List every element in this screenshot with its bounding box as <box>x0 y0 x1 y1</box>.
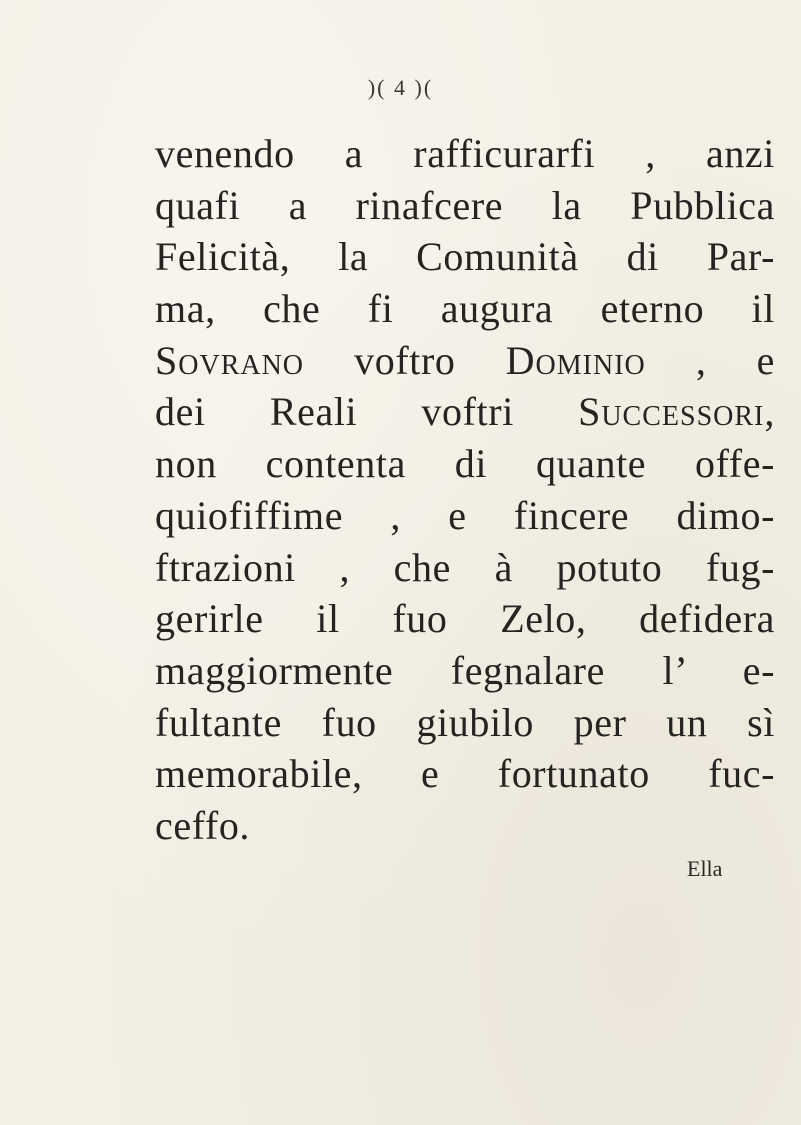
page-number: )( 4 )( <box>367 75 434 100</box>
text-fragment: , <box>764 389 775 435</box>
text-line-9: ftrazioni , che à potuto fug- <box>155 544 775 590</box>
text-line-14: ceffo. <box>155 802 251 848</box>
text-line-3: Felicità, la Comunità di Par- <box>155 234 775 280</box>
text-line-4: ma, che fi augura eterno il <box>155 286 775 332</box>
text-line-1: venendo a rafficurarfi , anzi <box>155 131 775 176</box>
body-text <box>155 128 775 852</box>
text-fragment: , e <box>645 337 775 383</box>
text-line-10: gerirle il fuo Zelo, defidera <box>155 596 775 642</box>
text-line-11: maggiormente fegnalare l’ e- <box>155 647 775 693</box>
text-line-7: non contenta di quante offe- <box>155 441 775 487</box>
small-caps-word: Sovrano <box>155 337 305 383</box>
text-fragment: dei Reali voftri <box>155 389 579 435</box>
text-line-5 <box>155 335 775 387</box>
text-line-8: quiofiffime , e fincere dimo- <box>155 492 775 538</box>
text-line-12: fultante fuo giubilo per un sì <box>155 699 775 745</box>
text-fragment: voftro <box>304 337 506 383</box>
text-line-2: quafi a rinafcere la Pubblica <box>155 182 775 228</box>
text-line-6 <box>155 386 775 438</box>
small-caps-word: Dominio <box>505 337 646 383</box>
catchword: Ella <box>687 856 723 881</box>
text-line-13: memorabile, e fortunato fuc- <box>155 751 775 797</box>
small-caps-word: Successori <box>578 389 765 435</box>
